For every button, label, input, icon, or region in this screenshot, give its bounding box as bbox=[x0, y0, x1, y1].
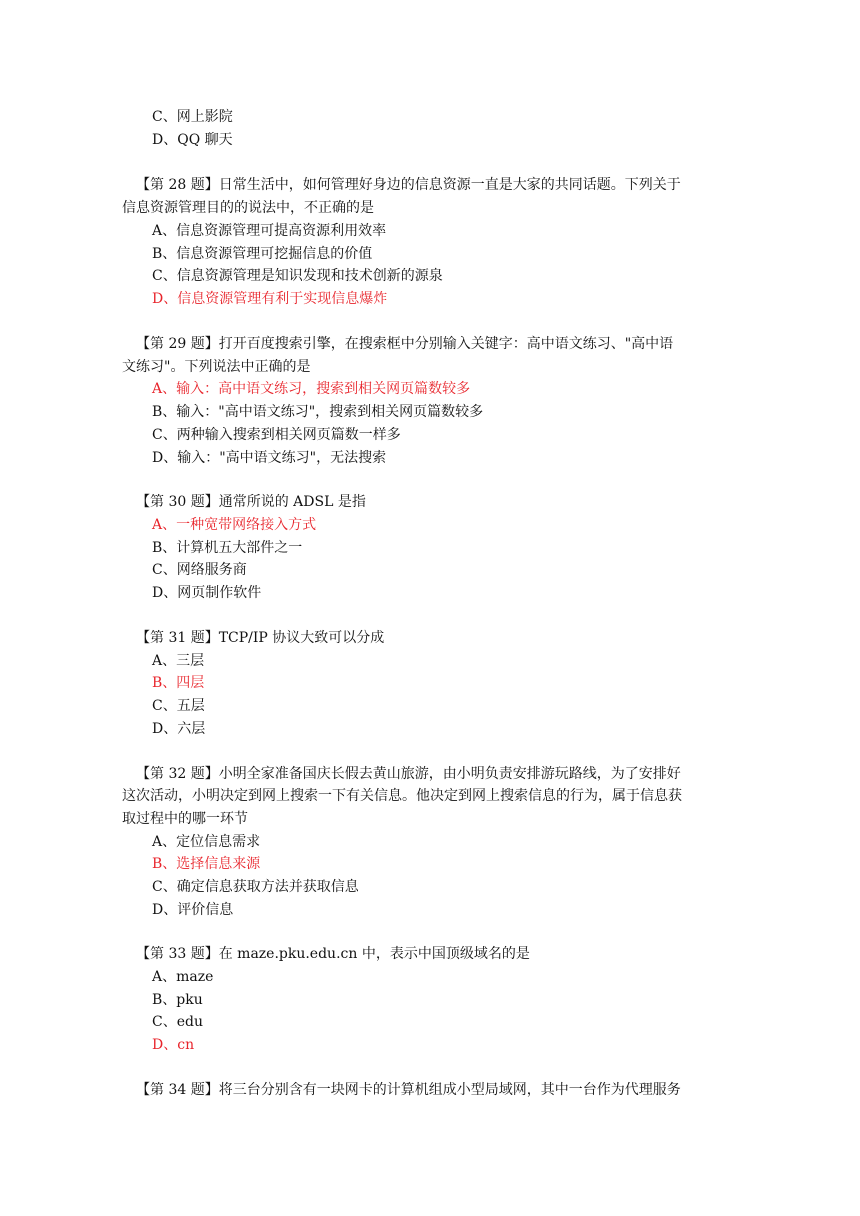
question-33: 【第 33 题】在 maze.pku.edu.cn 中，表示中国顶级域名的是 bbox=[136, 946, 530, 962]
question-30: 【第 30 题】通常所说的 ADSL 是指 bbox=[136, 494, 366, 510]
q33-option-c: C、edu bbox=[152, 1014, 203, 1030]
question-32-line-1: 【第 32 题】小明全家准备国庆长假去黄山旅游，由小明负责安排游玩路线，为了安排好 bbox=[136, 766, 681, 782]
q32-option-b-answer: B、选择信息来源 bbox=[152, 856, 261, 872]
q29-option-a-answer: A、输入：高中语文练习，搜索到相关网页篇数较多 bbox=[152, 381, 471, 397]
question-29-line-2: 文练习"。下列说法中正确的是 bbox=[122, 359, 311, 375]
q29-option-d: D、输入："高中语文练习"，无法搜索 bbox=[152, 450, 387, 466]
q29-option-b: B、输入："高中语文练习"，搜索到相关网页篇数较多 bbox=[152, 404, 484, 420]
question-32-line-3: 取过程中的哪一环节 bbox=[122, 811, 248, 827]
q33-option-a: A、maze bbox=[152, 969, 214, 985]
q31-option-b-answer: B、四层 bbox=[152, 675, 205, 691]
question-31: 【第 31 题】TCP/IP 协议大致可以分成 bbox=[136, 630, 385, 646]
q29-option-c: C、两种输入搜索到相关网页篇数一样多 bbox=[152, 427, 401, 443]
q33-option-b: B、pku bbox=[152, 992, 203, 1008]
q32-option-c: C、确定信息获取方法并获取信息 bbox=[152, 879, 359, 895]
q30-option-a-answer: A、一种宽带网络接入方式 bbox=[152, 517, 317, 533]
q28-option-b: B、信息资源管理可挖掘信息的价值 bbox=[152, 246, 373, 262]
q30-option-d: D、网页制作软件 bbox=[152, 585, 262, 601]
question-28-line-1: 【第 28 题】日常生活中，如何管理好身边的信息资源一直是大家的共同话题。下列关于 bbox=[136, 177, 681, 193]
q32-option-a: A、定位信息需求 bbox=[152, 834, 261, 850]
q31-option-d: D、六层 bbox=[152, 721, 206, 737]
q33-option-d-answer: D、cn bbox=[152, 1037, 195, 1053]
question-32-line-2: 这次活动，小明决定到网上搜索一下有关信息。他决定到网上搜索信息的行为，属于信息获 bbox=[122, 788, 682, 804]
q32-option-d: D、评价信息 bbox=[152, 902, 234, 918]
question-34-line-1: 【第 34 题】将三台分别含有一块网卡的计算机组成小型局域网，其中一台作为代理服务 bbox=[136, 1082, 681, 1098]
q31-option-c: C、五层 bbox=[152, 698, 205, 714]
question-29-line-1: 【第 29 题】打开百度搜索引擎，在搜索框中分别输入关键字：高中语文练习、"高中语 bbox=[136, 336, 674, 352]
q30-option-c: C、网络服务商 bbox=[152, 562, 247, 578]
q28-option-d-answer: D、信息资源管理有利于实现信息爆炸 bbox=[152, 291, 388, 307]
q30-option-b: B、计算机五大部件之一 bbox=[152, 540, 303, 556]
q28-option-c: C、信息资源管理是知识发现和技术创新的源泉 bbox=[152, 268, 443, 284]
option-c: C、网上影院 bbox=[152, 109, 233, 125]
q28-option-a: A、信息资源管理可提高资源利用效率 bbox=[152, 223, 387, 239]
q31-option-a: A、三层 bbox=[152, 653, 205, 669]
option-d: D、QQ 聊天 bbox=[152, 132, 233, 148]
question-28-line-2: 信息资源管理目的的说法中，不正确的是 bbox=[122, 200, 374, 216]
